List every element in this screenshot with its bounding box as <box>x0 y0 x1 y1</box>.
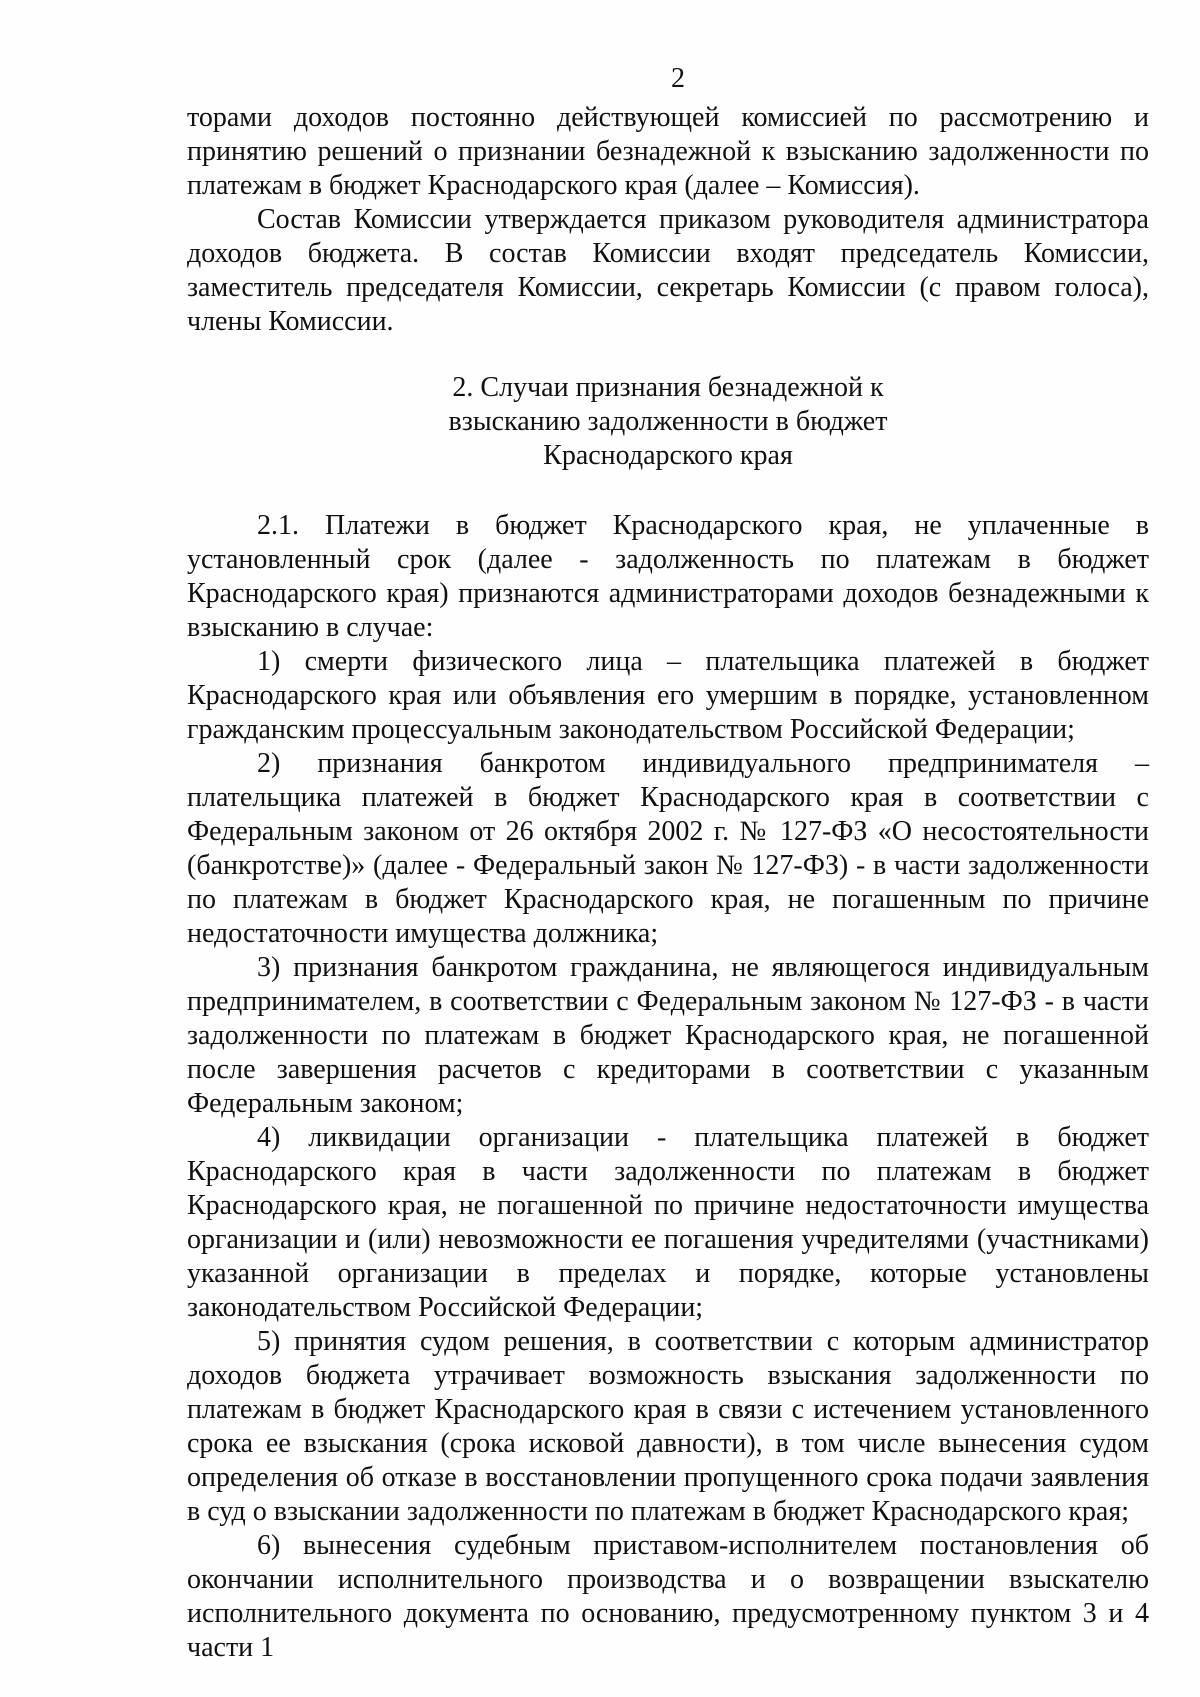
section-heading-line-3: Краснодарского края <box>543 440 793 471</box>
list-item-5: 5) принятия судом решения, в соответствии с которым администратор доходов бюджета утрачивает возможность взыскания задолженности по платежам в бюджет Краснодарского края в связи с истечением установленного срока ее взыскания (срока исковой давности), в том числе вынесения судом определения об отказе в восстановлении пропущенного срока подачи заявления в суд о взыскании задолженности по платежам в бюджет Краснодарского края; <box>187 1326 1149 1527</box>
section-heading-line-2: взысканию задолженности в бюджет <box>448 406 888 437</box>
list-item-6: 6) вынесения судебным приставом-исполнителем постановления об окончании исполнительного производства и о возвращении взыскателю исполнительного документа по основанию, предусмотренному пунктом 3 и 4 части 1 <box>187 1530 1149 1663</box>
page-number: 2 <box>671 63 685 94</box>
list-item-2: 2) признания банкротом индивидуального предпринимателя – плательщика платежей в бюджет Краснодарского края в соответствии с Федеральным законом от 26 октября 2002 г. № 127-ФЗ «О несостоятельности (банкротстве)» (далее - Федеральный закон № 127-ФЗ) - в части задолженности по платежам в бюджет Краснодарского края, не погашенным по причине недостаточности имущества должника; <box>187 748 1149 949</box>
clause-2-1: 2.1. Платежи в бюджет Краснодарского края, не уплаченные в установленный срок (далее - задолженность по платежам в бюджет Краснодарского края) признаются администраторами доходов безнадежными к взысканию в случае: <box>187 510 1149 643</box>
intro-paragraph-1: торами доходов постоянно действующей комиссией по рассмотрению и принятию решений о признании безнадежной к взысканию задолженности по платежам в бюджет Краснодарского края (далее – Комиссия). <box>187 102 1149 201</box>
list-item-4: 4) ликвидации организации - плательщика платежей в бюджет Краснодарского края в части задолженности по платежам в бюджет Краснодарского края, не погашенной по причине недостаточности имущества организации и (или) невозможности ее погашения учредителями (участниками) указанной организации в пределах и порядке, которые установлены законодательством Российской Федерации; <box>187 1122 1149 1323</box>
document-body <box>187 101 1149 1665</box>
section-heading-line-1: 2. Случаи признания безнадежной к <box>452 372 884 403</box>
list-item-1: 1) смерти физического лица – плательщика платежей в бюджет Краснодарского края или объявления его умершим в порядке, установленном гражданским процессуальным законодательством Российской Федерации; <box>187 646 1149 745</box>
intro-paragraph-2: Состав Комиссии утверждается приказом руководителя администратора доходов бюджета. В состав Комиссии входят председатель Комиссии, заместитель председателя Комиссии, секретарь Комиссии (с правом голоса), члены Комиссии. <box>187 204 1149 337</box>
list-item-3: 3) признания банкротом гражданина, не являющегося индивидуальным предпринимателем, в соответствии с Федеральным законом № 127-ФЗ - в части задолженности по платежам в бюджет Краснодарского края, не погашенной после завершения расчетов с кредиторами в соответствии с указанным Федеральным законом; <box>187 952 1149 1119</box>
section-heading <box>187 371 1149 473</box>
